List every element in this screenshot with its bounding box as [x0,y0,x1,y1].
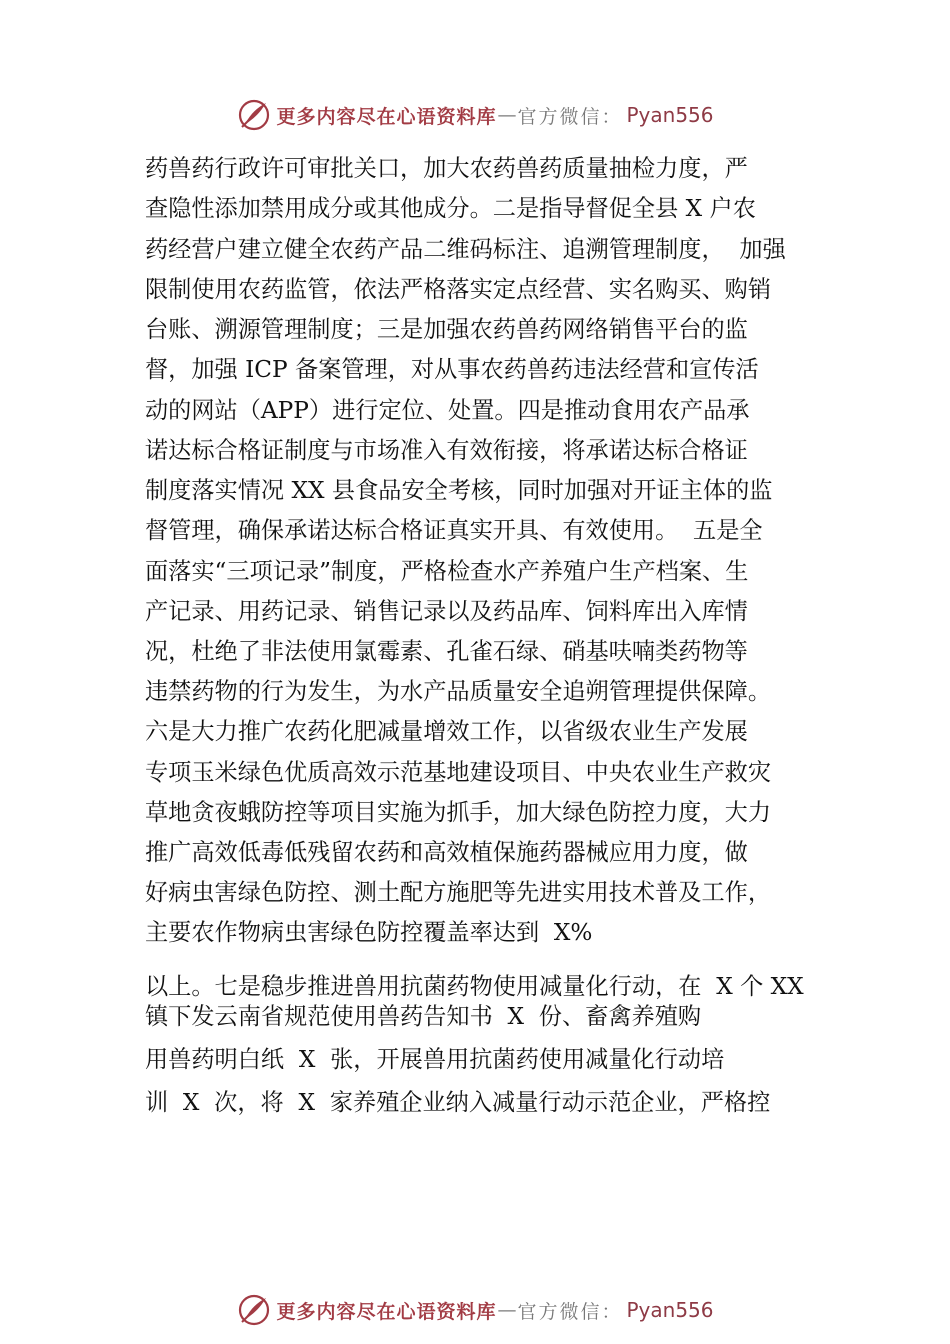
text-line: 督，加强 ICP 备案管理，对从事农药兽药违法经营和宣传活 [145,356,759,383]
text-line: 草地贪夜蛾防控等项目实施为抓手，加大绿色防控力度，大力 [145,799,772,826]
text-line: 六是大力推广农药化肥减量增效工作，以省级农业生产发展 [145,718,748,745]
text-line: 台账、溯源管理制度；三是加强农药兽药网络销售平台的监 [145,316,748,343]
quill-feather-icon [236,1292,272,1328]
text-line: 限制使用农药监管，依法严格落实定点经营、实名购买、购销 [145,276,772,303]
text-line: 主要农作物病虫害绿色防控覆盖率达到 X% [145,919,593,946]
text-line: 面落实“三项记录”制度，严格检查水产养殖户生产档案、生 [145,558,749,585]
text-line: 好病虫害绿色防控、测土配方施肥等先进实用技术普及工作， [145,879,772,906]
text-line: 训 X 次，将 X 家养殖企业纳入减量行动示范企业，严格控 [145,1089,771,1116]
header-watermark [0,95,950,135]
text-line: 镇下发云南省规范使用兽药告知书 X 份、畜禽养殖购 [145,1003,702,1030]
text-line: 推广高效低毒低残留农药和高效植保施药器械应用力度，做 [145,839,748,866]
text-line: 制度落实情况 XX 县食品安全考核，同时加强对开证主体的监 [145,477,773,504]
watermark-separator: — [497,104,517,126]
footer-watermark [0,1290,950,1330]
text-line: 督管理，确保承诺达标合格证真实开具、有效使用。 五是全 [145,517,763,544]
text-line: 药兽药行政许可审批关口，加大农药兽药质量抽检力度，严 [145,155,748,182]
text-line: 查隐性添加禁用成分或其他成分。二是指导督促全县 X 户农 [145,195,756,222]
text-line: 以上。七是稳步推进兽用抗菌药物使用减量化行动，在 X 个 XX [145,973,804,1000]
quill-feather-icon [236,97,272,133]
watermark-wechat-id: Pyan556 [626,1298,714,1322]
watermark-label: 官方微信： [517,1300,623,1323]
text-line: 动的网站（APP）进行定位、处置。四是推动食用农产品承 [145,397,750,424]
watermark-brand: 更多内容尽在心语资料库 [276,105,497,128]
text-line: 违禁药物的行为发生，为水产品质量安全追朔管理提供保障。 [145,678,772,705]
text-line: 况，杜绝了非法使用氯霉素、孔雀石绿、硝基呋喃类药物等 [145,638,748,665]
text-line: 专项玉米绿色优质高效示范基地建设项目、中央农业生产救灾 [145,759,772,786]
watermark-brand: 更多内容尽在心语资料库 [276,1300,497,1323]
watermark-separator: — [497,1299,517,1321]
text-line: 用兽药明白纸 X 张，开展兽用抗菌药使用减量化行动培 [145,1046,725,1073]
text-line: 诺达标合格证制度与市场准入有效衔接，将承诺达标合格证 [145,437,748,464]
text-line: 药经营户建立健全农药产品二维码标注、追溯管理制度， 加强 [145,236,786,263]
watermark-label: 官方微信： [517,105,623,128]
watermark-wechat-id: Pyan556 [626,103,714,127]
text-line: 产记录、用药记录、销售记录以及药品库、饲料库出入库情 [145,598,748,625]
